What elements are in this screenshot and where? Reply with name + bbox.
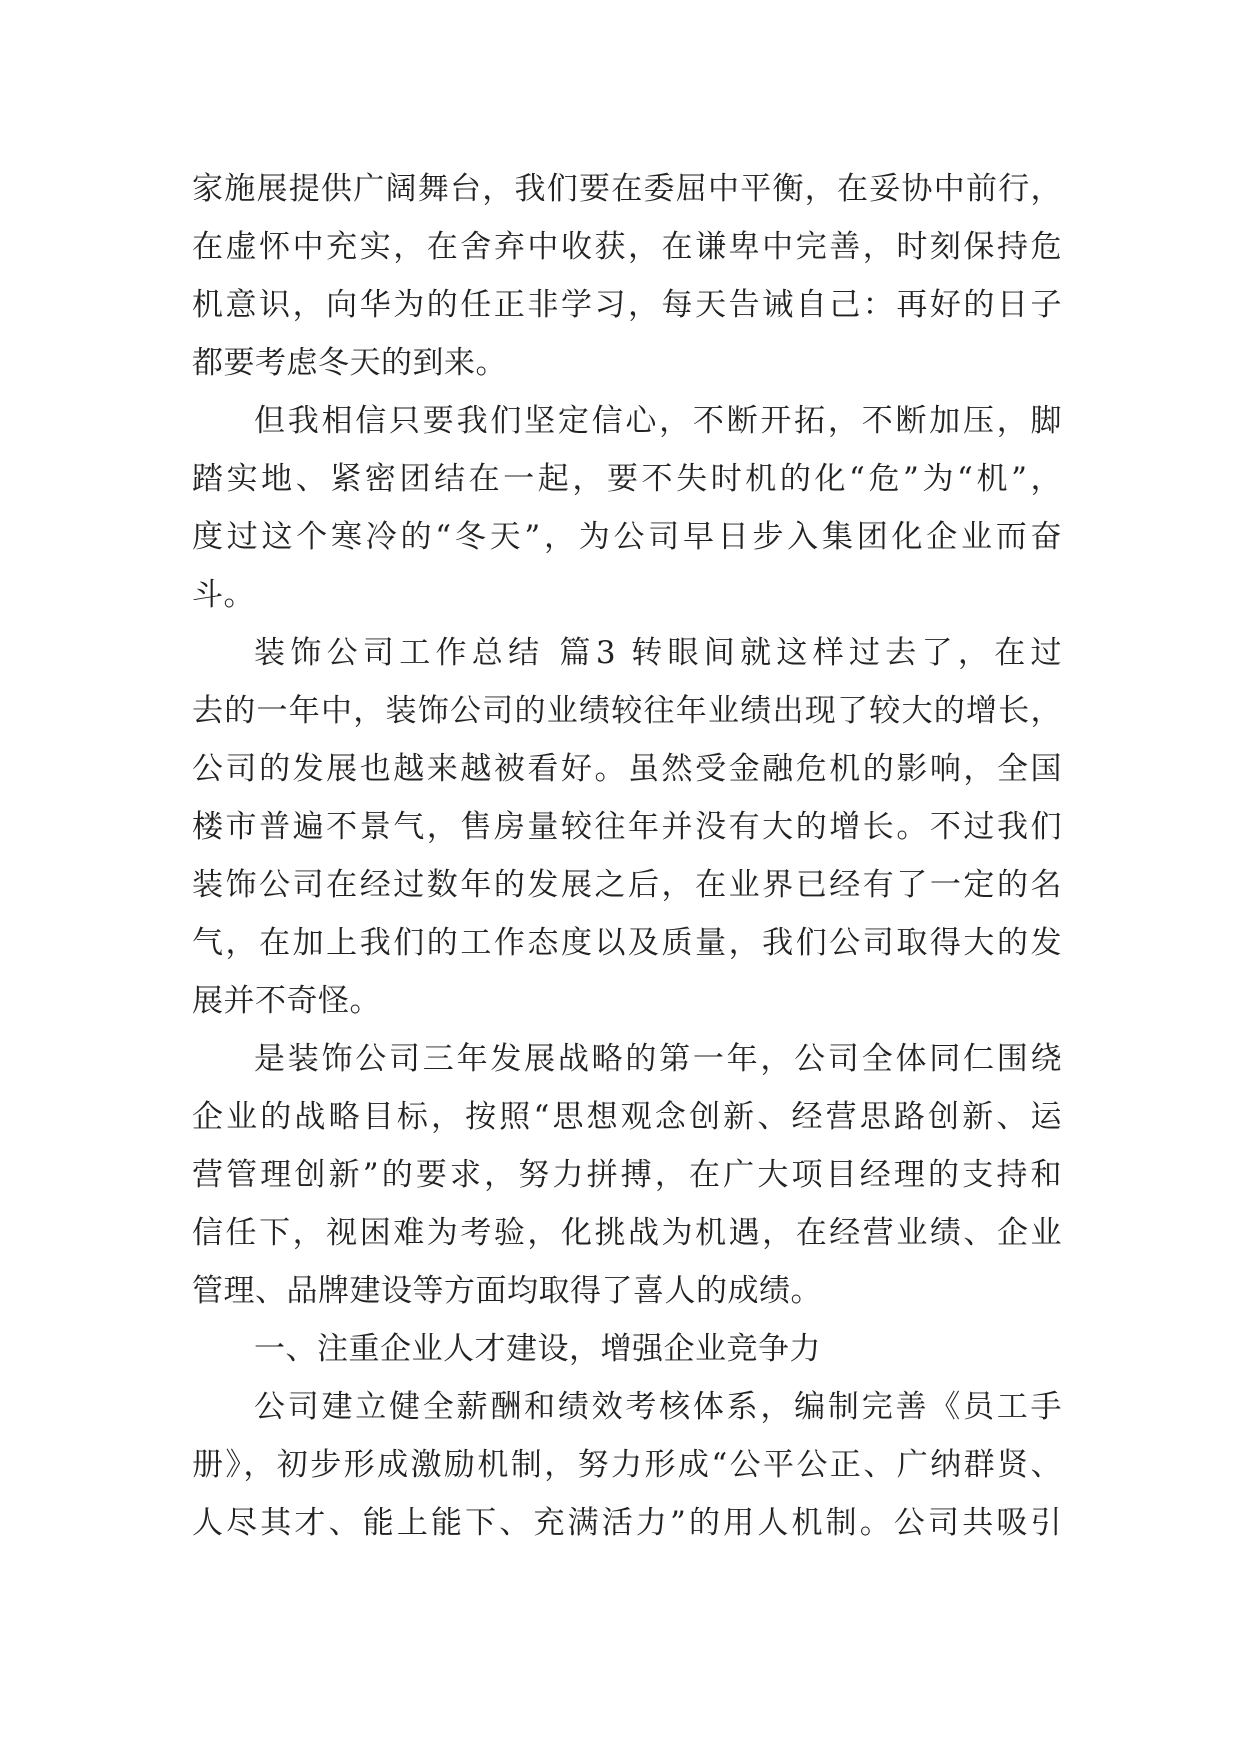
text-line: 装饰公司工作总结 篇3 转眼间就这样过去了，在过 [254,635,1062,671]
text-line: 气，在加上我们的工作态度以及质量，我们公司取得大的发 [192,925,1062,961]
text-line: 是装饰公司三年发展战略的第一年，公司全体同仁围绕 [254,1041,1062,1077]
text-line: 册》，初步形成激励机制，努力形成“公平公正、广纳群贤、 [192,1447,1062,1483]
text-line: 人尽其才、能上能下、充满活力”的用人机制。公司共吸引 [192,1505,1062,1541]
text-line: 企业的战略目标，按照“思想观念创新、经营思路创新、运 [192,1099,1062,1135]
document-body [192,160,1062,1552]
text-line: 营管理创新”的要求，努力拼搏，在广大项目经理的支持和 [192,1157,1062,1193]
text-line: 机意识，向华为的任正非学习，每天告诫自己：再好的日子 [192,287,1062,323]
text-line: 都要考虑冬天的到来。 [192,345,507,381]
text-line: 但我相信只要我们坚定信心，不断开拓，不断加压，脚 [254,403,1062,439]
text-line: 管理、品牌建设等方面均取得了喜人的成绩。 [192,1273,822,1309]
text-line: 踏实地、紧密团结在一起，要不失时机的化“危”为“机”， [192,461,1062,497]
text-line: 公司建立健全薪酬和绩效考核体系，编制完善《员工手 [254,1389,1062,1425]
text-line: 展并不奇怪。 [192,983,381,1019]
text-line: 一、注重企业人才建设，增强企业竞争力 [254,1331,821,1367]
text-line: 去的一年中，装饰公司的业绩较往年业绩出现了较大的增长， [192,693,1062,729]
text-line: 信任下，视困难为考验，化挑战为机遇，在经营业绩、企业 [192,1215,1062,1251]
text-line: 在虚怀中充实，在舍弃中收获，在谦卑中完善，时刻保持危 [192,229,1062,265]
text-line: 装饰公司在经过数年的发展之后，在业界已经有了一定的名 [192,867,1062,903]
text-line: 度过这个寒冷的“冬天”，为公司早日步入集团化企业而奋 [192,519,1062,555]
text-line: 家施展提供广阔舞台，我们要在委屈中平衡，在妥协中前行， [192,171,1062,207]
text-line: 公司的发展也越来越被看好。虽然受金融危机的影响，全国 [192,751,1062,787]
text-line: 楼市普遍不景气，售房量较往年并没有大的增长。不过我们 [192,809,1062,845]
text-line: 斗。 [192,577,255,613]
